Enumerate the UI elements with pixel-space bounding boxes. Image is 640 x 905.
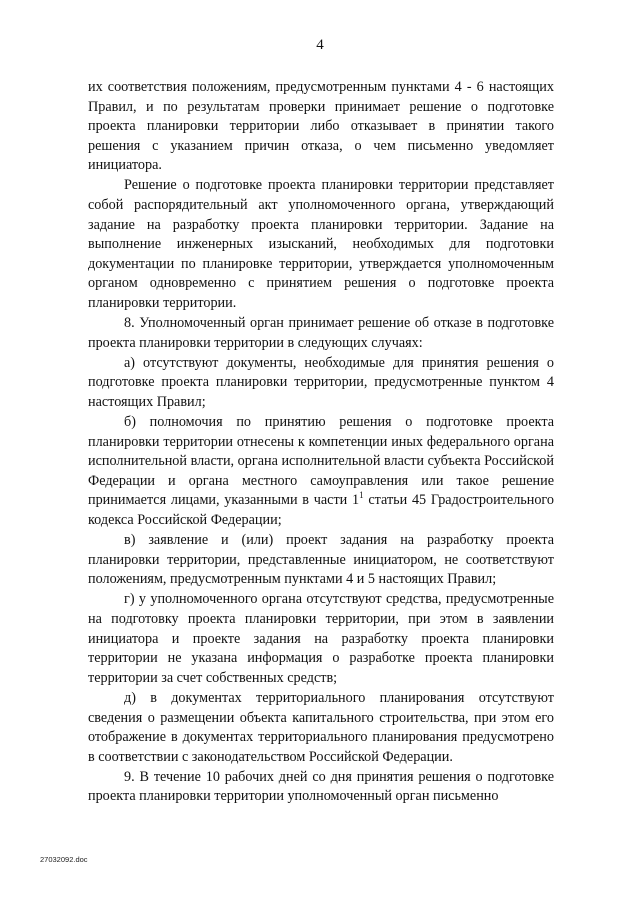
paragraph-item-v: в) заявление и (или) проект задания на разработку проекта планировки территории, представленные инициатором, не соответствуют положениям, предусмотренным пунктами 4 и 5 настоящих Правил;: [88, 532, 554, 588]
paragraph-decision: Решение о подготовке проекта планировки территории представляет собой распорядительный акт уполномоченного органа, утверждающий задание на разработку проекта планировки территории. Задание на выполнение инженерных изысканий, необходимых для подготовки документации по планировке территории, утверждается уполномоченным органом одновременно с принятием решения о подготовке проекта планировки территории.: [88, 177, 554, 312]
document-file-id: 27032092.doc: [40, 855, 88, 864]
superscript-1: 1: [359, 490, 364, 501]
paragraph-item-b-tail: статьи 45 Градостроительного кодекса Российской Федерации;: [88, 492, 554, 529]
paragraph-item-g: г) у уполномоченного органа отсутствуют средства, предусмотренные на подготовку проекта планировки территории, при этом в заявлении инициатора и проекте задания на разработку проекта планировки территории не указана информация о разработке проекта планировки территории за счет собственных средств;: [88, 591, 554, 686]
paragraph-item-a: а) отсутствуют документы, необходимые для принятия решения о подготовке проекта планировки территории, предусмотренные пунктом 4 настоящих Правил;: [88, 354, 554, 410]
paragraph-item-9: 9. В течение 10 рабочих дней со дня принятия решения о подготовке проекта планировки территории уполномоченный орган письменно: [88, 768, 554, 805]
paragraph-item-b: [88, 413, 554, 531]
paragraph-item-b-text: б) полномочия по принятию решения о подготовке проекта планировки территории отнесены к компетенции иных федерального органа исполнительной власти, органа исполнительной власти субъекта Российской Федерации и органа местного самоуправления или такое решение принимается лицами, указанными в части 1: [88, 414, 554, 509]
document-body: [88, 78, 554, 807]
page-number: 4: [316, 37, 324, 53]
paragraph-item-d: д) в документах территориального планирования отсутствуют сведения о размещении объекта капитального строительства, при этом его отображение в документах территориального планирования предусмотрено в соответствии с законодательством Российской Федерации.: [88, 689, 554, 765]
paragraph-item-8: 8. Уполномоченный орган принимает решение об отказе в подготовке проекта планировки территории в следующих случаях:: [88, 315, 554, 351]
paragraph-continuation: их соответствия положениям, предусмотренным пунктами 4 - 6 настоящих Правил, и по результатам проверки принимает решение о подготовке проекта планировки территории либо отказывает в принятии такого решения с указанием причин отказа, о чем письменно уведомляет инициатора.: [88, 79, 554, 174]
